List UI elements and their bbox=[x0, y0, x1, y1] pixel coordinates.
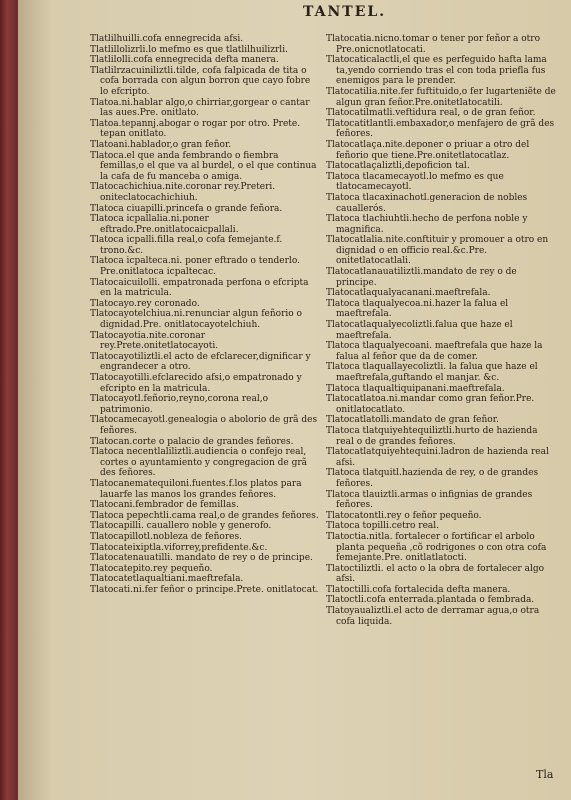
dictionary-entry: Tlatocamecayotl.genealogia o abolorio de grã des feñores. bbox=[90, 415, 318, 436]
dictionary-entry: Tlatoca tlauiztli.armas o infignias de grandes feñores. bbox=[326, 489, 533, 511]
dictionary-entry: Tlatoca tlatquitl.hazienda de rey, o de grandes feñores. bbox=[326, 468, 539, 489]
dictionary-entry: Tlatoca pepechtli.cama real,o de grandes feñores. bbox=[90, 510, 319, 521]
dictionary-entry: Tlatocatontli.rey o feñor pequeño. bbox=[326, 510, 482, 521]
dictionary-entry: Tlatocatlaqualyacanani.maeftrefala. bbox=[326, 288, 491, 299]
dictionary-entry: Tlatoca tlaqualyecoani. maeftrefala que haze la falua al feñor que da de comer. bbox=[326, 341, 543, 362]
book-page bbox=[18, 0, 571, 800]
dictionary-entry: Tlatocanematequiloni.fuentes.f.los platos para lauarfe las manos los grandes feñores. bbox=[90, 478, 302, 500]
dictionary-entry: Tlatocatlanauatiliztli.mandato de rey o de principe. bbox=[326, 267, 517, 288]
running-head: TANTEL. bbox=[303, 4, 387, 20]
dictionary-entry: Tlatocayotl.feñorio,reyno,corona real,o patrimonio. bbox=[90, 394, 269, 415]
dictionary-entry: Tlatlilolli.cofa ennegrecida defta manera. bbox=[90, 55, 279, 66]
dictionary-entry: Tlatoca tlatquiyehtequiliztli.hurto de hazienda real o de grandes feñores. bbox=[326, 425, 538, 447]
dictionary-entry: Tlatoctilli.cofa fortalecida defta manera. bbox=[326, 584, 511, 595]
dictionary-entry: Tlatoca tlacamecayotl.lo mefmo es que tlatocamecayotl. bbox=[326, 171, 504, 193]
dictionary-entry: Tlatocaicuilolli. empatronada perfona o efcripta en la matricula. bbox=[90, 277, 309, 299]
dictionary-entry: Tlatocachichiua.nite.coronar rey.Preteri. oniteclatocachichiuh. bbox=[90, 182, 276, 203]
red-page-edge bbox=[0, 0, 18, 800]
dictionary-entry: Tlatoca tlaquallayecoliztli. la falua que haze el maeftrefala,guftando el manjar. &c. bbox=[326, 362, 538, 383]
dictionary-entry: Tlatoca necentlaliliztli.audiencia o confejo real, cortes o ayuntamiento y congregacion de grã des feñores. bbox=[90, 447, 308, 479]
dictionary-entry: Tlatocatlatolli.mandato de gran feñor. bbox=[326, 415, 499, 426]
dictionary-entry: Tlatoca tlaqualtiquipanani.maeftrefala. bbox=[326, 383, 505, 394]
dictionary-entry: Tlatocatlaçaliztli,depoficion tal. bbox=[326, 161, 470, 172]
dictionary-entry: Tlatocayotilli.efclarecido afsi,o empatronado y efcripto en la matricula. bbox=[90, 373, 302, 394]
dictionary-entry: Tlatoca tlacaxinachotl.generacion de nobles cauallerós. bbox=[326, 192, 528, 214]
dictionary-entry: Tlatoa.tepannj.abogar o rogar por otro. Prete. tepan onitlato. bbox=[90, 118, 301, 140]
dictionary-entry: Tlatoca tlaqualyecoa.ni.hazer la falua el maeftrefala. bbox=[326, 298, 509, 320]
dictionary-entry: Tlatocayotelchiua.ni.renunciar algun feñorio o dignidad.Pre. onitlatocayotelchiuh. bbox=[90, 309, 302, 331]
dictionary-entry: Tlatlillolizrli.lo mefmo es que tlatlilhuilizrli. bbox=[90, 44, 288, 55]
dictionary-entry: Tlatlilhuilli.cofa ennegrecida afsi. bbox=[90, 34, 244, 44]
dictionary-entry: Tlatlilrzacuiniliztli.tilde, cofa falpicada de tita o cofa borrada con algun borron que cayo fobre lo efcripto. bbox=[90, 65, 311, 97]
dictionary-entry: Tlatocatepito.rey pequeño. bbox=[90, 563, 213, 574]
dictionary-entry: Tlatocatlatquiyehtequini.ladron de hazienda real afsi. bbox=[326, 447, 549, 468]
dictionary-entry: Tlatocatilia.nite.fer fuftituido,o fer lugarteniẽte de algun gran feñor.Pre.onitetlatocatili. bbox=[326, 86, 556, 108]
dictionary-entry: Tlatocatenauatilli. mandato de rey o de principe. bbox=[90, 553, 313, 564]
dictionary-entry: Tlatoca ciuapilli.princefa o grande feñora. bbox=[90, 203, 283, 214]
dictionary-entry: Tlatocayotia.nite.coronar rey.Prete.onitetlatocayoti. bbox=[90, 330, 219, 352]
dictionary-entry: Tlatoctiliztli. el acto o la obra de fortalecer algo afsi. bbox=[326, 563, 545, 585]
dictionary-entry: Tlatocateixiptla.viforrey,prefidente.&c. bbox=[90, 542, 268, 553]
dictionary-entry: Tlatocatlatoa.ni.mandar como gran feñor.Pre. onitlatocatlato. bbox=[326, 394, 535, 415]
dictionary-entry: Tlatoani.hablador,o gran feñor. bbox=[90, 139, 232, 150]
dictionary-entry: Tlatoctli.cofa enterrada.plantada o fembrada. bbox=[326, 595, 535, 606]
dictionary-entry: Tlatoca.el que anda fembrando o fiembra femillas,o el que va al burdel, o el que continua la cafa de fu manceba o amiga. bbox=[90, 150, 317, 182]
dictionary-entry: Tlatocani.fembrador de femillas. bbox=[90, 500, 239, 511]
dictionary-entry: Tlatocaticalactli,el que es perfeguido hafta lama ta,yendo corriendo tras el con toda priefla fus enemigos para le prender. bbox=[326, 55, 547, 87]
dictionary-entry: Tlatocapilli. cauallero noble y generofo. bbox=[90, 521, 272, 532]
left-column bbox=[90, 34, 320, 595]
dictionary-entry: Tlatoca icpalteca.ni. poner eftrado o tenderlo. Pre.onitlatoca icpaltecac. bbox=[90, 256, 300, 278]
dictionary-entry: Tlatocatitlantli.embaxador,o menfajero de grã des feñores. bbox=[326, 118, 555, 140]
dictionary-entry: Tlatoca topilli.cetro real. bbox=[326, 521, 440, 532]
dictionary-entry: Tlatocan.corte o palacio de grandes feñores. bbox=[90, 436, 294, 447]
dictionary-entry: Tlatoyaualiztli.el acto de derramar agua,o otra cofa liquida. bbox=[326, 606, 540, 627]
dictionary-entry: Tlatocapillotl.nobleza de feñores. bbox=[90, 531, 242, 542]
dictionary-entry: Tlatocatlalia.nite.conftituir y promouer a otro en dignidad o en officio real.&c.Pre. onitetlatocatlali. bbox=[326, 235, 549, 267]
dictionary-entry: Tlatoctia.nitla. fortalecer o fortificar el arbolo planta pequeña ,cõ rodrigones o con otra cofa femejante.Pre. onitlatlatocti. bbox=[326, 531, 547, 564]
dictionary-entry: Tlatocatia.nicno.tomar o tener por feñor a otro Pre.onicnotlatocati. bbox=[326, 34, 541, 55]
dictionary-entry: Tlatocatlaqualyecoliztli.falua que haze el maeftrefala. bbox=[326, 320, 513, 341]
dictionary-entry: Tlatoa.ni.hablar algo,o chirriar,gorgear o cantar las aues.Pre. onitlato. bbox=[90, 97, 310, 119]
dictionary-entry: Tlatocatilmatli.veftidura real, o de gran feñor. bbox=[326, 108, 536, 119]
right-column bbox=[326, 34, 556, 627]
dictionary-entry: Tlatocati.ni.fer feñor o principe.Prete. onitlatocat. bbox=[90, 584, 319, 595]
dictionary-entry: Tlatoca icpalli.filla real,o cofa femejante.f. trono.&c. bbox=[90, 235, 283, 256]
dictionary-entry: Tlatoca tlachiuhtli.hecho de perfona noble y magnifica. bbox=[326, 214, 528, 235]
dictionary-entry: Tlatocayo.rey coronado. bbox=[90, 298, 200, 309]
dictionary-entry: Tlatocatlaça.nite.deponer o priuar a otro del feñorio que tiene.Pre.onitetlatocatlaz. bbox=[326, 139, 530, 161]
dictionary-entry: Tlatoca icpallalia.ni.poner eftrado.Pre.onitlatocaicpallali. bbox=[90, 214, 239, 235]
dictionary-entry: Tlatocayotiliztli.el acto de efclarecer,dignificar y engrandecer a otro. bbox=[90, 351, 311, 373]
catchword: Tla bbox=[536, 768, 554, 781]
dictionary-entry: Tlatocatetlaqualtiani.maeftrefala. bbox=[90, 574, 244, 585]
